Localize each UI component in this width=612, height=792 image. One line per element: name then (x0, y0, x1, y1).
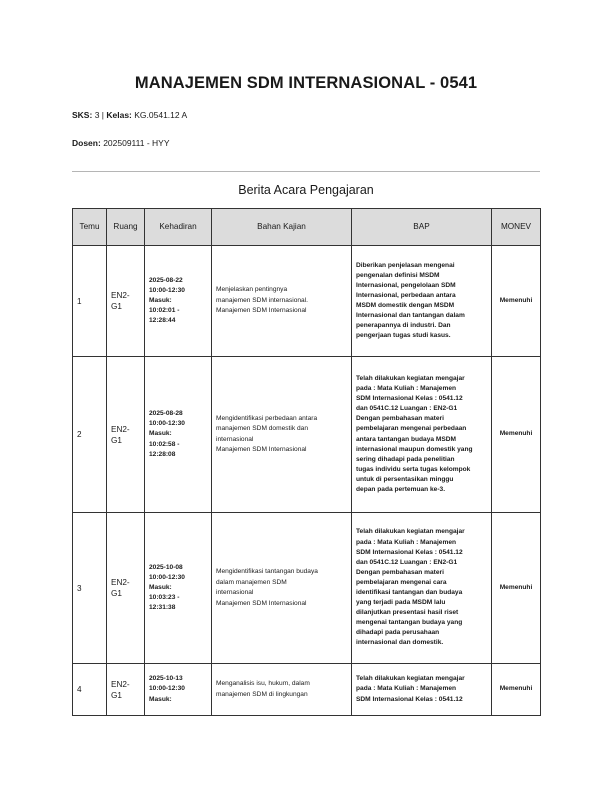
kelas-label: Kelas: (106, 110, 132, 120)
dosen-value: 202509111 - HYY (103, 138, 170, 148)
sks-label: SKS: (72, 110, 93, 120)
cell-bap: Diberikan penjelasan mengenai pengenalan definisi MSDM Internasional, pengelolaan SDM Internasional, perbedaan antara MSDM domestik dengan MSDM Internasional dan tantangan dalam penerapannya di industri. Dan pengerjaan tugas studi kasus. (352, 246, 492, 357)
cell-bahan-kajian: Menganalisis isu, hukum, dalam manajemen SDM di lingkungan (212, 664, 352, 716)
col-header-ruang: Ruang (107, 209, 145, 246)
cell-kehadiran: 2025-08-22 10:00-12:30 Masuk: 10:02:01 - 12:28:44 (145, 246, 212, 357)
cell-temu: 1 (73, 246, 107, 357)
cell-monev: Memenuhi (492, 513, 541, 664)
cell-bap: Telah dilakukan kegiatan mengajar pada : Mata Kuliah : Manajemen SDM Internasional Kelas : 0541.12 dan 0541C.12 Luangan : EN2-G1 Dengan pembahasan materi pembelajaran mengenai perbedaan antara tantangan budaya MSDM internasional maupun domestik yang sering dihadapi pada penelitian tugas individu serta tugas kelompok untuk di persentasikan minggu depan pada pertemuan ke-3. (352, 357, 492, 513)
cell-kehadiran: 2025-10-08 10:00-12:30 Masuk: 10:03:23 - 12:31:38 (145, 513, 212, 664)
col-header-bahan-kajian: Bahan Kajian (212, 209, 352, 246)
cell-bahan-kajian: Menjelaskan pentingnya manajemen SDM internasional. Manajemen SDM Internasional (212, 246, 352, 357)
cell-bap: Telah dilakukan kegiatan mengajar pada : Mata Kuliah : Manajemen SDM Internasional Kelas : 0541.12 dan 0541C.12 Luangan : EN2-G1 Dengan pembahasan materi pembelajaran mengenai cara identifikasi tantangan dan budaya yang terjadi pada MSDM lalu dilanjutkan presentasi hasil riset mengenai tantangan budaya yang dihadapi pada perusahaan internasional dan domestik. (352, 513, 492, 664)
table-row (73, 357, 541, 513)
course-info (72, 110, 187, 120)
cell-bap: Telah dilakukan kegiatan mengajar pada : Mata Kuliah : Manajemen SDM Internasional Kelas : 0541.12 (352, 664, 492, 716)
cell-ruang: EN2- G1 (107, 357, 145, 513)
cell-kehadiran: 2025-10-13 10:00-12:30 Masuk: (145, 664, 212, 716)
cell-bahan-kajian: Mengidentifikasi tantangan budaya dalam manajemen SDM internasional Manajemen SDM Internasional (212, 513, 352, 664)
cell-temu: 3 (73, 513, 107, 664)
dosen-label: Dosen: (72, 138, 101, 148)
cell-ruang: EN2- G1 (107, 664, 145, 716)
col-header-bap: BAP (352, 209, 492, 246)
col-header-kehadiran: Kehadiran (145, 209, 212, 246)
table-row (73, 664, 541, 716)
cell-bahan-kajian: Mengidentifikasi perbedaan antara manajemen SDM domestik dan internasional Manajemen SDM Internasional (212, 357, 352, 513)
bap-table (72, 208, 541, 716)
cell-monev: Memenuhi (492, 246, 541, 357)
col-header-temu: Temu (73, 209, 107, 246)
kelas-value: KG.0541.12 A (134, 110, 188, 120)
cell-ruang: EN2- G1 (107, 513, 145, 664)
lecturer-info (72, 138, 170, 148)
sks-value: 3 | (94, 110, 107, 120)
table-row (73, 513, 541, 664)
cell-ruang: EN2- G1 (107, 246, 145, 357)
table-row (73, 246, 541, 357)
cell-monev: Memenuhi (492, 357, 541, 513)
page-title: MANAJEMEN SDM INTERNASIONAL - 0541 (134, 74, 478, 92)
cell-kehadiran: 2025-08-28 10:00-12:30 Masuk: 10:02:58 - 12:28:08 (145, 357, 212, 513)
table-header-row (73, 209, 541, 246)
cell-monev: Memenuhi (492, 664, 541, 716)
section-title: Berita Acara Pengajaran (238, 183, 374, 197)
col-header-monev: MONEV (492, 209, 541, 246)
cell-temu: 4 (73, 664, 107, 716)
divider (72, 171, 540, 172)
cell-temu: 2 (73, 357, 107, 513)
